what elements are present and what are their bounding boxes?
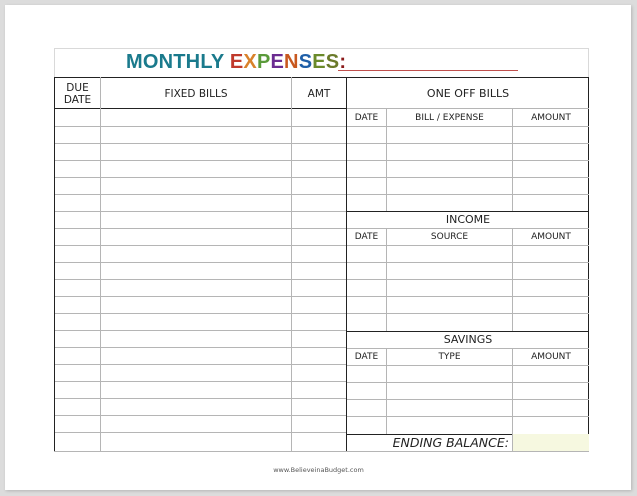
row-divider — [347, 143, 589, 144]
row-divider — [55, 432, 346, 433]
row-divider — [347, 245, 589, 246]
row-divider — [55, 313, 346, 314]
title-word-monthly: MONTHLY — [126, 51, 225, 73]
one-off-header-item: BILL / EXPENSE — [415, 112, 484, 123]
title-letter: E — [312, 51, 326, 73]
title-letter: N — [284, 51, 299, 73]
one-off-header-date: DATE — [354, 112, 379, 123]
header-amt: AMT — [307, 87, 331, 100]
row-divider — [55, 228, 346, 229]
month-blank-field[interactable] — [338, 70, 518, 71]
income-header-amount: AMOUNT — [531, 231, 571, 242]
row-divider — [347, 296, 589, 297]
row-divider — [347, 279, 589, 280]
title-word-expenses — [230, 51, 346, 73]
row-divider — [55, 279, 346, 280]
header-due-date: DUE DATE — [63, 81, 92, 106]
expenses-table — [54, 77, 589, 452]
row-divider — [347, 126, 589, 127]
row-divider — [55, 211, 346, 212]
row-divider — [347, 262, 589, 263]
col-divider — [100, 77, 101, 452]
one-off-header-amount: AMOUNT — [531, 112, 571, 123]
row-divider — [55, 245, 346, 246]
row-divider — [55, 415, 346, 416]
ending-balance-field[interactable] — [512, 434, 589, 451]
row-divider — [55, 262, 346, 263]
title-letter: S — [298, 51, 313, 73]
income-header-source: SOURCE — [430, 231, 469, 242]
section-income: INCOME — [445, 212, 491, 226]
title-letter: E — [229, 51, 244, 73]
row-divider — [55, 143, 346, 144]
row-divider — [55, 177, 346, 178]
page-title — [126, 51, 346, 74]
table-bottom — [54, 451, 589, 452]
row-divider — [55, 194, 346, 195]
row-divider — [55, 296, 346, 297]
row-divider — [55, 381, 346, 382]
row-divider — [347, 313, 589, 314]
title-letter: S — [325, 51, 340, 73]
row-divider — [347, 194, 589, 195]
row-divider — [55, 126, 346, 127]
title-letter: X — [243, 51, 257, 73]
income-header-date: DATE — [354, 231, 379, 242]
title-letter: P — [256, 51, 271, 73]
row-divider — [55, 160, 346, 161]
col-divider — [346, 77, 347, 452]
row-divider — [347, 177, 589, 178]
row-divider — [55, 398, 346, 399]
header-fixed-bills: FIXED BILLS — [164, 87, 228, 100]
section-savings: SAVINGS — [443, 332, 493, 346]
savings-header-type: TYPE — [438, 351, 461, 362]
savings-header-amount: AMOUNT — [531, 351, 571, 362]
row-divider — [347, 416, 589, 417]
section-one-off-bills: ONE OFF BILLS — [426, 86, 510, 100]
savings-header-date: DATE — [354, 351, 379, 362]
row-divider — [347, 365, 589, 366]
title-letter: E — [270, 51, 285, 73]
ending-balance-label: ENDING BALANCE: — [392, 435, 509, 450]
row-divider — [55, 347, 346, 348]
title-letter: : — [339, 51, 347, 73]
row-divider — [55, 330, 346, 331]
row-divider — [347, 399, 589, 400]
col-divider — [291, 77, 292, 452]
footer-url: www.BelieveinaBudget.com — [273, 466, 364, 474]
row-divider — [347, 382, 589, 383]
row-divider — [55, 364, 346, 365]
row-divider — [347, 160, 589, 161]
